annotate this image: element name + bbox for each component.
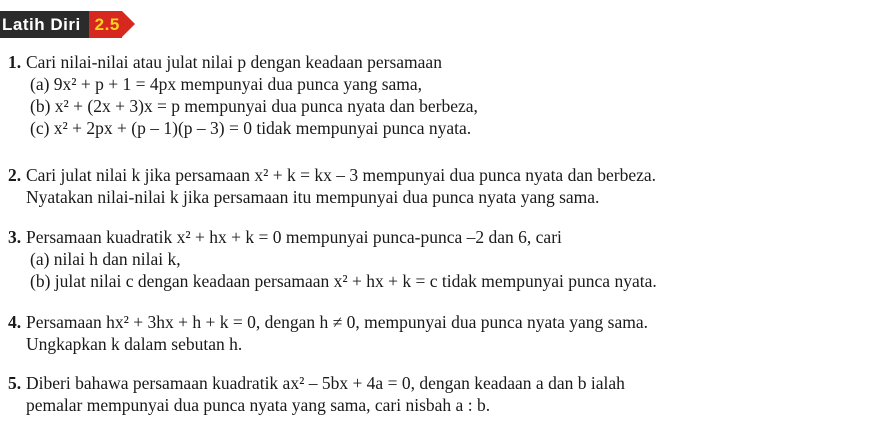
question-line: Persamaan kuadratik x² + hx + k = 0 mempunyai punca-punca –2 dan 6, cari (26, 227, 562, 247)
question-part-b: (b) julat nilai c dengan keadaan persamaan x² + hx + k = c tidak mempunyai punca nyata. (30, 271, 657, 291)
question-line: Nyatakan nilai-nilai k jika persamaan itu mempunyai dua punca nyata yang sama. (26, 187, 600, 207)
banner-number: 2.5 (89, 11, 122, 38)
question-line: Cari nilai-nilai atau julat nilai p dengan keadaan persamaan (26, 52, 442, 72)
question-number: 4. (8, 312, 22, 332)
question-number: 1. (8, 52, 22, 72)
question-line: Diberi bahawa persamaan kuadratik ax² – 5bx + 4a = 0, dengan keadaan a dan b ialah (26, 373, 625, 393)
question-2 (8, 164, 870, 208)
question-5 (8, 372, 870, 416)
question-line: Persamaan hx² + 3hx + h + k = 0, dengan h ≠ 0, mempunyai dua punca nyata yang sama. (26, 312, 648, 332)
question-number: 5. (8, 373, 22, 393)
question-part-c: (c) x² + 2px + (p – 1)(p – 3) = 0 tidak mempunyai punca nyata. (30, 118, 472, 138)
question-line: Ungkapkan k dalam sebutan h. (26, 334, 243, 354)
question-part-b: (b) x² + (2x + 3)x = p mempunyai dua punca nyata dan berbeza, (30, 96, 478, 116)
exercise-banner (0, 11, 122, 38)
question-1 (8, 51, 870, 139)
question-part-a: (a) nilai h dan nilai k, (30, 249, 181, 269)
question-part-a: (a) 9x² + p + 1 = 4px mempunyai dua punca yang sama, (30, 74, 423, 94)
question-3 (8, 226, 870, 292)
question-4 (8, 311, 870, 355)
question-line: Cari julat nilai k jika persamaan x² + k = kx – 3 mempunyai dua punca nyata dan berbeza. (26, 165, 656, 185)
banner-title: Latih Diri (0, 11, 89, 38)
question-number: 3. (8, 227, 22, 247)
question-number: 2. (8, 165, 22, 185)
question-line: pemalar mempunyai dua punca nyata yang sama, cari nisbah a : b. (26, 395, 491, 415)
